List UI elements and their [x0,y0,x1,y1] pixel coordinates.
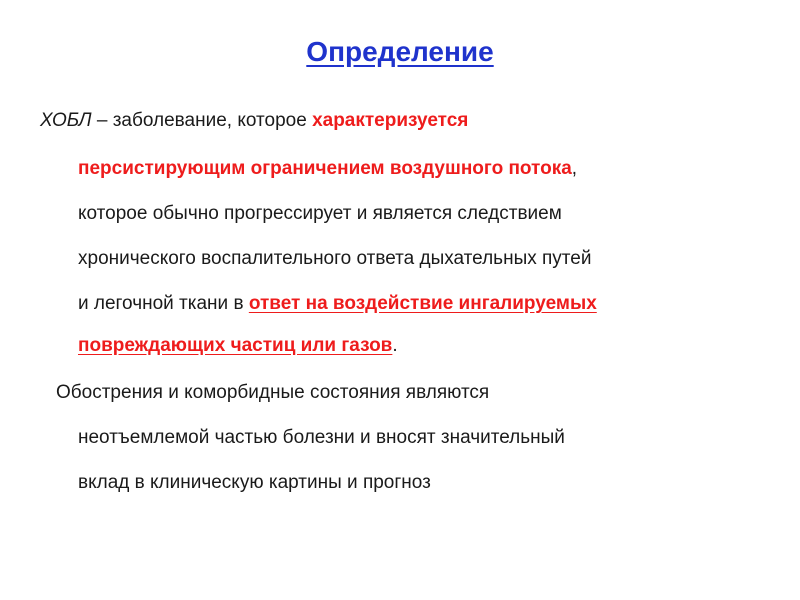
highlight-response-to-exposure: ответ на воздействие ингалируемых [248,293,597,314]
slide-title: Определение [306,36,494,67]
highlight-characterized: характеризуется [312,110,469,131]
definition-line-2 [78,156,577,182]
exacerbations-line-3: вклад в клиническую картины и прогноз [78,472,431,493]
highlight-airflow-limitation: персистирующим ограничением воздушного потока [78,158,572,179]
definition-line-3: которое обычно прогрессирует и является следствием [78,203,562,224]
definition-line-5 [78,291,597,317]
exacerbations-line-2: неотъемлемой частью болезни и вносят значительный [78,427,565,448]
definition-text: , [571,158,578,179]
term-dash: – [91,110,113,131]
definition-text: и легочной ткани в [78,293,249,314]
definition-text: . [392,335,398,356]
definition-line-1 [40,108,468,134]
definition-line-4: хронического воспалительного ответа дыхательных путей [78,248,592,269]
highlight-harmful-particles: повреждающих частиц или газов [78,335,393,356]
term-abbreviation: ХОБЛ [40,110,92,131]
definition-line-6 [78,333,398,359]
exacerbations-line-1: Обострения и коморбидные состояния являются [56,382,490,403]
definition-text: заболевание, которое [112,110,313,131]
